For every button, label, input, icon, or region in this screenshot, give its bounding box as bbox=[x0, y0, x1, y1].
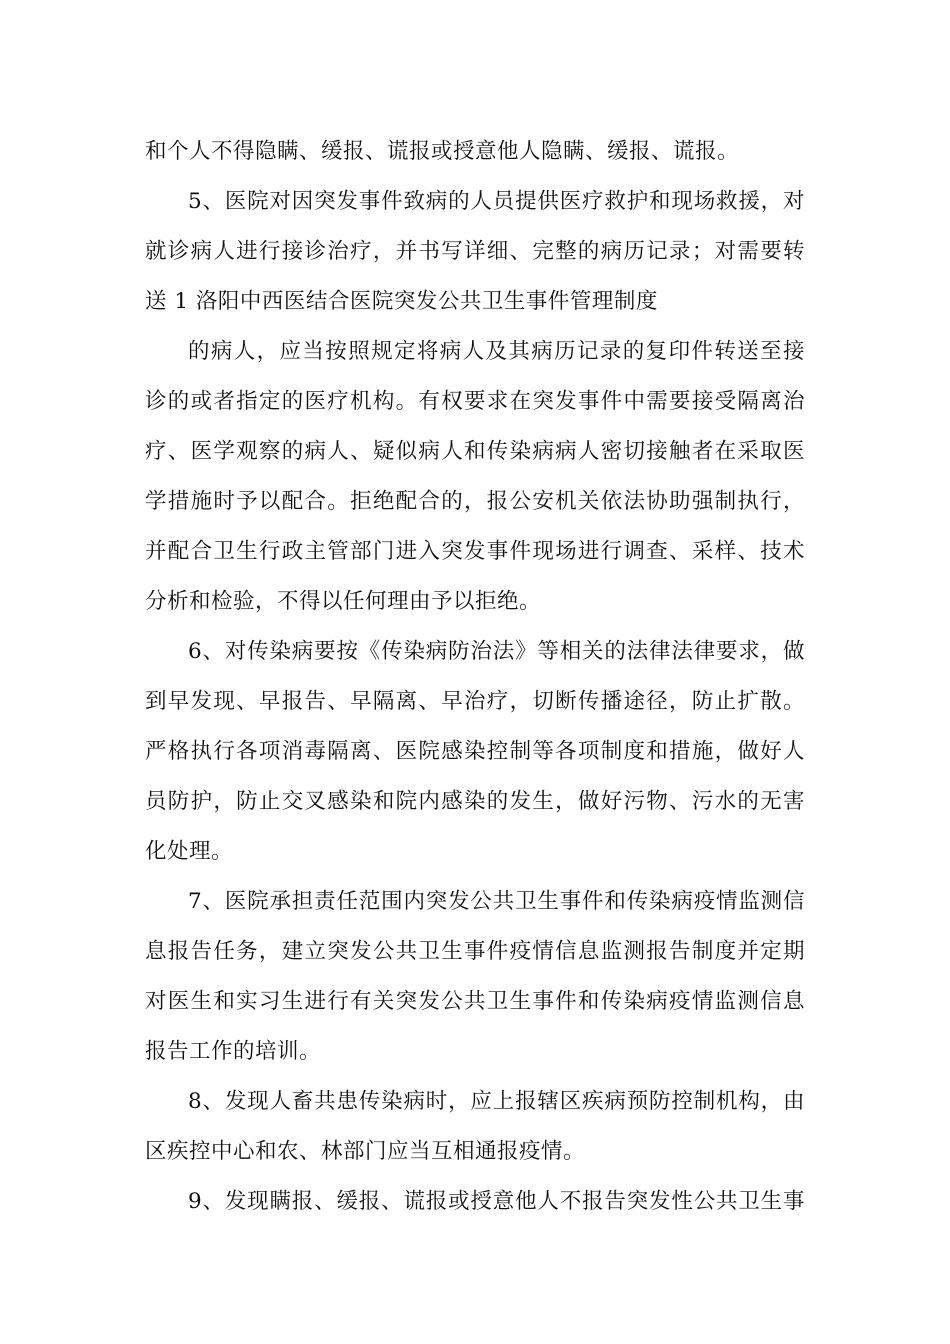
text-line: 诊的或者指定的医疗机构。有权要求在突发事件中需要接受隔离治 bbox=[145, 389, 805, 414]
text-line: 分析和检验，不得以任何理由予以拒绝。 bbox=[145, 589, 542, 614]
text-line: 送 1 洛阳中西医结合医院突发公共卫生事件管理制度 bbox=[145, 289, 658, 314]
text-line: 5、医院对因突发事件致病的人员提供医疗救护和现场救援，对 bbox=[188, 189, 805, 214]
text-line: 到早发现、早报告、早隔离、早治疗，切断传播途径，防止扩散。 bbox=[145, 689, 805, 714]
text-line: 息报告任务，建立突发公共卫生事件疫情信息监测报告制度并定期 bbox=[145, 939, 805, 964]
text-line: 9、发现瞒报、缓报、谎报或授意他人不报告突发性公共卫生事 bbox=[188, 1189, 805, 1214]
text-line: 员防护，防止交叉感染和院内感染的发生，做好污物、污水的无害 bbox=[145, 789, 805, 814]
text-line: 并配合卫生行政主管部门进入突发事件现场进行调查、采样、技术 bbox=[145, 539, 805, 564]
text-line: 区疾控中心和农、林部门应当互相通报疫情。 bbox=[145, 1139, 586, 1164]
text-line: 报告工作的培训。 bbox=[145, 1039, 322, 1064]
text-line: 对医生和实习生进行有关突发公共卫生事件和传染病疫情监测信息 bbox=[145, 989, 805, 1014]
text-line: 化处理。 bbox=[145, 839, 234, 864]
text-line: 学措施时予以配合。拒绝配合的，报公安机关依法协助强制执行， bbox=[145, 489, 805, 514]
text-line: 的病人，应当按照规定将病人及其病历记录的复印件转送至接 bbox=[188, 339, 805, 364]
text-line: 6、对传染病要按《传染病防治法》等相关的法律法律要求，做 bbox=[188, 639, 805, 664]
text-line: 就诊病人进行接诊治疗，并书写详细、完整的病历记录；对需要转 bbox=[145, 239, 805, 264]
text-line: 7、医院承担责任范围内突发公共卫生事件和传染病疫情监测信 bbox=[188, 889, 805, 914]
text-line: 和个人不得隐瞒、缓报、谎报或授意他人隐瞒、缓报、谎报。 bbox=[145, 139, 740, 164]
text-line: 疗、医学观察的病人、疑似病人和传染病病人密切接触者在采取医 bbox=[145, 439, 805, 464]
text-line: 严格执行各项消毒隔离、医院感染控制等各项制度和措施，做好人 bbox=[145, 739, 805, 764]
text-line: 8、发现人畜共患传染病时，应上报辖区疾病预防控制机构，由 bbox=[188, 1089, 805, 1114]
